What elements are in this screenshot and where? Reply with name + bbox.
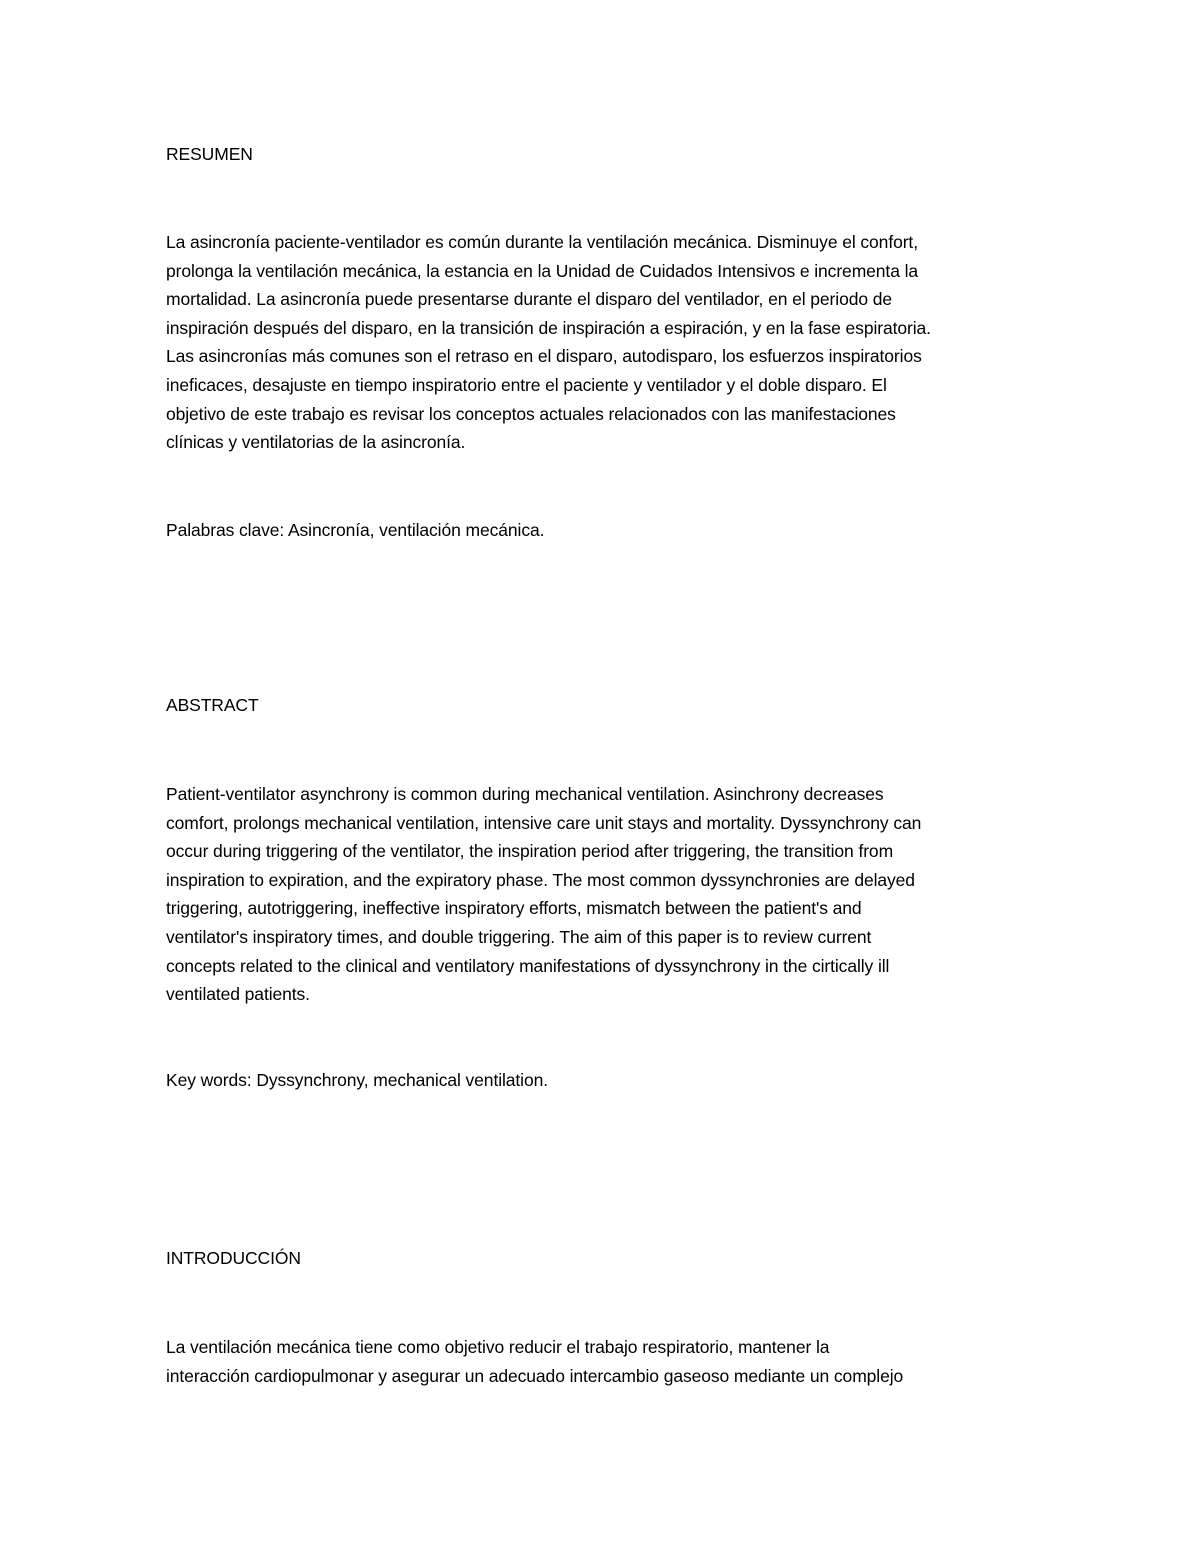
resumen-keywords: Palabras clave: Asincronía, ventilación mecánica. — [166, 520, 545, 540]
paragraph-line: La asincronía paciente-ventilador es común durante la ventilación mecánica. Disminuye el confort, — [166, 232, 918, 252]
paragraph-line: prolonga la ventilación mecánica, la estancia en la Unidad de Cuidados Intensivos e incrementa la — [166, 260, 919, 281]
resumen-paragraph — [166, 228, 1046, 457]
paragraph-line: comfort, prolongs mechanical ventilation, intensive care unit stays and mortality. Dyssynchrony can — [166, 812, 922, 833]
paragraph-line: inspiración después del disparo, en la transición de inspiración a espiración, y en la fase espiratoria. — [166, 317, 931, 338]
paragraph-line: objetivo de este trabajo es revisar los conceptos actuales relacionados con las manifestaciones — [166, 403, 896, 424]
paragraph-line: Patient-ventilator asynchrony is common during mechanical ventilation. Asinchrony decreases — [166, 784, 884, 804]
introduccion-heading: INTRODUCCIÓN — [166, 1248, 301, 1268]
paragraph-line: inspiration to expiration, and the expiratory phase. The most common dyssynchronies are delayed — [166, 869, 915, 890]
paragraph-line: concepts related to the clinical and ventilatory manifestations of dyssynchrony in the cirtically ill — [166, 955, 890, 976]
paragraph-line: ventilator's inspiratory times, and double triggering. The aim of this paper is to review current — [166, 926, 872, 947]
paragraph-line: mortalidad. La asincronía puede presentarse durante el disparo del ventilador, en el periodo de — [166, 289, 892, 310]
paragraph-line: triggering, autotriggering, ineffective inspiratory efforts, mismatch between the patient's and — [166, 898, 862, 919]
paragraph-line: ineficaces, desajuste en tiempo inspiratorio entre el paciente y ventilador y el doble disparo. El — [166, 374, 887, 395]
abstract-heading: ABSTRACT — [166, 695, 259, 715]
introduccion-paragraph — [166, 1333, 1046, 1390]
paragraph-line: clínicas y ventilatorias de la asincronía. — [166, 432, 466, 453]
abstract-keywords: Key words: Dyssynchrony, mechanical ventilation. — [166, 1070, 548, 1090]
paragraph-line: occur during triggering of the ventilator, the inspiration period after triggering, the transition from — [166, 841, 894, 862]
paragraph-line: ventilated patients. — [166, 984, 310, 1005]
paragraph-line: Las asincronías más comunes son el retraso en el disparo, autodisparo, los esfuerzos inspiratorios — [166, 346, 922, 367]
paragraph-line: interacción cardiopulmonar y asegurar un adecuado intercambio gaseoso mediante un complejo — [166, 1365, 904, 1386]
paragraph-line: La ventilación mecánica tiene como objetivo reducir el trabajo respiratorio, mantener la — [166, 1337, 830, 1357]
abstract-paragraph — [166, 780, 1046, 1009]
resumen-heading: RESUMEN — [166, 144, 253, 164]
